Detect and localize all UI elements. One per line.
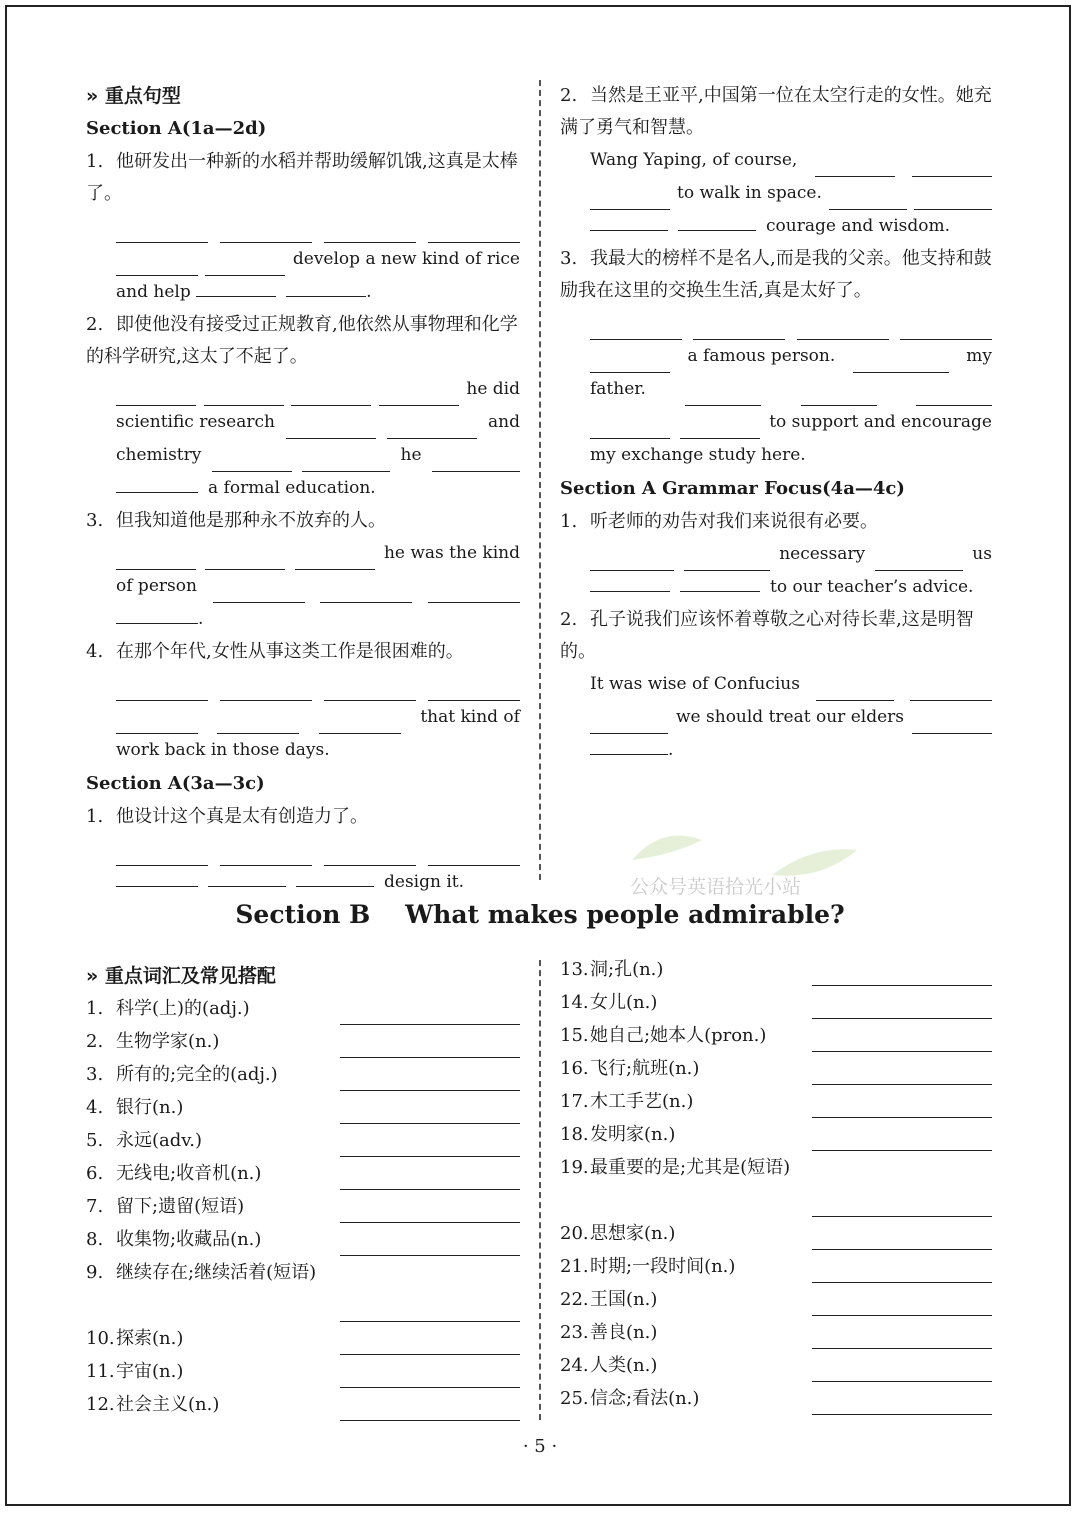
blank[interactable] (217, 713, 299, 734)
blank[interactable] (428, 582, 520, 603)
blank[interactable] (432, 451, 520, 472)
question (560, 80, 992, 144)
vocab-number: 21. (560, 1256, 589, 1277)
vocab-item (86, 1058, 520, 1091)
question-text: 即使他没有接受过正规教育,他依然从事物理和化学的科学研究,这太了不起了。 (86, 314, 518, 367)
vocab-prompt: 探索(n.) (116, 1328, 184, 1349)
blank[interactable] (319, 713, 401, 734)
vocab-item (560, 1382, 992, 1415)
vocab-prompt: 发明家(n.) (590, 1124, 676, 1145)
blank[interactable] (212, 451, 292, 472)
question-text: 他设计这个真是太有创造力了。 (116, 806, 368, 827)
question-number: 2. (86, 314, 104, 335)
vocab-prompt: 留下;遗留(短语) (116, 1196, 245, 1217)
vocab-item (560, 1085, 992, 1118)
question-number: 2. (560, 609, 578, 630)
vocab-answer-line (86, 1289, 520, 1322)
vocab-number: 13. (560, 959, 589, 980)
answer-text: my (966, 346, 992, 366)
blank[interactable] (379, 385, 459, 406)
answer-area (86, 833, 520, 899)
question (86, 636, 520, 668)
vocab-prompt: 她自己;她本人(pron.) (590, 1025, 767, 1046)
watermark-text: 公众号英语拾光小站 (630, 876, 802, 898)
vocab-prompt: 社会主义(n.) (116, 1394, 220, 1415)
vocab-answer-line (560, 1184, 992, 1217)
answer-text: courage and wisdom. (766, 216, 951, 236)
question-number: 3. (560, 248, 578, 269)
blank[interactable] (296, 866, 374, 887)
vocab-item (560, 953, 992, 986)
question-text: 但我知道他是那种永不放弃的人。 (116, 510, 386, 531)
vocab-number: 6. (86, 1163, 104, 1184)
answer-area (560, 538, 992, 604)
answer-text: of person (116, 576, 197, 596)
answer-blank[interactable] (340, 1233, 520, 1256)
blank[interactable] (590, 571, 670, 592)
blank[interactable] (428, 680, 520, 701)
answer-text: work back in those days. (116, 740, 330, 760)
blank[interactable] (205, 255, 285, 276)
blank[interactable] (678, 210, 756, 231)
blank[interactable] (590, 189, 670, 210)
vocab-item (560, 1019, 992, 1052)
blank[interactable] (220, 222, 312, 243)
blank[interactable] (205, 549, 285, 570)
answer-blank[interactable] (340, 1002, 520, 1025)
section-b-title-text: Section B What makes people admirable? (235, 900, 845, 929)
vocab-left-column (86, 960, 520, 1421)
answer-blank[interactable] (812, 1029, 992, 1052)
blank[interactable] (914, 189, 992, 210)
answer-text: a famous person. (687, 346, 836, 366)
vocab-prompt: 永远(adv.) (116, 1130, 203, 1151)
question-number: 3. (86, 510, 104, 531)
vocab-number: 7. (86, 1196, 104, 1217)
question-number: 4. (86, 641, 104, 662)
blank[interactable] (324, 680, 416, 701)
question (86, 146, 520, 210)
blank[interactable] (291, 385, 371, 406)
blank[interactable] (829, 189, 907, 210)
question-number: 1. (86, 806, 104, 827)
question-text: 在那个年代,女性从事这类工作是很困难的。 (116, 641, 464, 662)
answer-text: scientific research (116, 412, 275, 432)
answer-blank[interactable] (340, 1299, 520, 1322)
answer-area (560, 144, 992, 243)
vocab-number: 20. (560, 1223, 589, 1244)
period: . (198, 609, 204, 629)
answer-text: to support and encourage (769, 412, 992, 432)
vocab-item (86, 1388, 520, 1421)
vocab-prompt: 宇宙(n.) (116, 1361, 184, 1382)
blank[interactable] (797, 319, 889, 340)
question-number: 1. (86, 151, 104, 172)
vocab-item (86, 1190, 520, 1223)
blank[interactable] (116, 255, 198, 276)
column-divider-top (539, 80, 541, 880)
answer-blank[interactable] (812, 1359, 992, 1382)
blank[interactable] (196, 276, 276, 297)
blank[interactable] (910, 680, 992, 701)
answer-blank[interactable] (340, 1398, 520, 1421)
answer-text: and (488, 412, 520, 432)
answer-blank[interactable] (340, 1101, 520, 1124)
blank[interactable] (590, 734, 668, 755)
answer-text: he was the kind (383, 543, 520, 563)
vocab-item (86, 1124, 520, 1157)
answer-text: to our teacher’s advice. (770, 577, 974, 597)
question (86, 505, 520, 537)
blank[interactable] (801, 385, 877, 406)
question-text: 我最大的榜样不是名人,而是我的父亲。他支持和鼓励我在这里的交换生生活,真是太好了。 (560, 248, 992, 301)
answer-area (86, 210, 520, 309)
blank[interactable] (900, 319, 992, 340)
answer-area (560, 307, 992, 472)
blank[interactable] (387, 418, 477, 439)
vocab-number: 11. (86, 1361, 115, 1382)
question-number: 1. (560, 511, 578, 532)
answer-text: that kind of (420, 707, 520, 727)
answer-blank[interactable] (340, 1035, 520, 1058)
blank[interactable] (590, 550, 674, 571)
blank[interactable] (295, 549, 375, 570)
blank[interactable] (320, 582, 412, 603)
vocab-prompt: 善良(n.) (590, 1322, 658, 1343)
blank[interactable] (116, 222, 208, 243)
vocab-number: 17. (560, 1091, 589, 1112)
vocab-item (560, 1283, 992, 1316)
key-sentences-heading: » 重点句型 (86, 85, 181, 107)
answer-blank[interactable] (340, 1365, 520, 1388)
answer-text: It was wise of Confucius (590, 674, 800, 694)
vocab-item (560, 1217, 992, 1250)
blank[interactable] (853, 352, 949, 373)
answer-blank[interactable] (812, 1227, 992, 1250)
blank[interactable] (302, 451, 390, 472)
blank[interactable] (816, 680, 894, 701)
question (560, 506, 992, 538)
vocab-prompt: 时期;一段时间(n.) (590, 1256, 736, 1277)
blank[interactable] (324, 222, 416, 243)
answer-blank[interactable] (812, 1326, 992, 1349)
blank[interactable] (116, 713, 198, 734)
blank[interactable] (286, 276, 366, 297)
vocab-number: 9. (86, 1262, 104, 1283)
question (560, 604, 992, 668)
vocab-item (86, 1256, 520, 1289)
blank[interactable] (324, 845, 416, 866)
vocab-list-right (560, 953, 992, 1415)
answer-blank[interactable] (340, 1134, 520, 1157)
vocab-prompt: 收集物;收藏品(n.) (116, 1229, 262, 1250)
blank[interactable] (286, 418, 376, 439)
vocab-prompt: 银行(n.) (116, 1097, 184, 1118)
grammar-focus-title: Section A Grammar Focus(4a—4c) (560, 478, 905, 499)
vocab-number: 22. (560, 1289, 589, 1310)
blank[interactable] (590, 210, 668, 231)
vocab-number: 25. (560, 1388, 589, 1409)
vocab-prompt: 信念;看法(n.) (590, 1388, 700, 1409)
section-b-title (0, 900, 1080, 929)
vocab-number: 2. (86, 1031, 104, 1052)
answer-text: he (400, 445, 422, 465)
blank[interactable] (685, 385, 761, 406)
blank[interactable] (220, 680, 312, 701)
vocab-number: 12. (86, 1394, 115, 1415)
question-text: 听老师的劝告对我们来说很有必要。 (590, 511, 878, 532)
blank[interactable] (428, 222, 520, 243)
answer-blank[interactable] (812, 1293, 992, 1316)
answer-blank[interactable] (812, 1260, 992, 1283)
blank[interactable] (912, 713, 992, 734)
vocab-number: 18. (560, 1124, 589, 1145)
answer-blank[interactable] (340, 1332, 520, 1355)
blank[interactable] (590, 713, 668, 734)
vocab-item (86, 992, 520, 1025)
vocab-item (86, 1322, 520, 1355)
blank[interactable] (693, 319, 785, 340)
answer-text: and help (116, 282, 191, 302)
vocab-number: 15. (560, 1025, 589, 1046)
blank[interactable] (815, 156, 895, 177)
answer-text: chemistry (116, 445, 202, 465)
question-text: 当然是王亚平,中国第一位在太空行走的女性。她充满了勇气和智慧。 (560, 85, 992, 138)
question-text: 他研发出一种新的水稻并帮助缓解饥饿,这真是太棒了。 (86, 151, 518, 204)
vocab-prompt: 女儿(n.) (590, 992, 658, 1013)
vocab-number: 3. (86, 1064, 104, 1085)
vocab-prompt: 洞;孔(n.) (590, 959, 664, 980)
period: . (366, 282, 372, 302)
blank[interactable] (116, 549, 196, 570)
blank[interactable] (916, 385, 992, 406)
answer-text: Wang Yaping, of course, (590, 150, 798, 170)
answer-blank[interactable] (812, 996, 992, 1019)
answer-blank[interactable] (340, 1068, 520, 1091)
vocab-prompt: 木工手艺(n.) (590, 1091, 694, 1112)
vocab-item (560, 1349, 992, 1382)
vocab-number: 1. (86, 998, 104, 1019)
vocab-prompt: 无线电;收音机(n.) (116, 1163, 262, 1184)
vocab-number: 23. (560, 1322, 589, 1343)
question (86, 801, 520, 833)
answer-blank[interactable] (812, 1062, 992, 1085)
blank[interactable] (590, 319, 682, 340)
vocab-list-left (86, 992, 520, 1421)
vocab-item (86, 1025, 520, 1058)
vocab-item (560, 1250, 992, 1283)
blank[interactable] (428, 845, 520, 866)
question (560, 243, 992, 307)
blank[interactable] (213, 582, 305, 603)
answer-blank[interactable] (340, 1200, 520, 1223)
answer-area (86, 668, 520, 767)
page-number: · 5 · (522, 1436, 558, 1457)
blank[interactable] (684, 550, 770, 571)
vocab-item (560, 986, 992, 1019)
vocab-prompt: 人类(n.) (590, 1355, 658, 1376)
section-a-1a-2d-title: Section A(1a—2d) (86, 118, 267, 139)
answer-text: develop a new kind of rice (292, 249, 520, 269)
answer-blank[interactable] (812, 1392, 992, 1415)
answer-area (86, 373, 520, 505)
answer-blank[interactable] (812, 1095, 992, 1118)
blank[interactable] (116, 385, 196, 406)
question (86, 309, 520, 373)
vocab-prompt: 继续存在;继续活着(短语) (116, 1262, 317, 1283)
blank[interactable] (116, 845, 208, 866)
blank[interactable] (680, 571, 760, 592)
vocab-item (560, 1316, 992, 1349)
vocab-number: 14. (560, 992, 589, 1013)
blank[interactable] (116, 603, 198, 624)
answer-area (86, 537, 520, 636)
answer-blank[interactable] (812, 1194, 992, 1217)
answer-text: design it. (384, 872, 465, 892)
vocab-item (560, 1118, 992, 1151)
vocab-item (86, 1355, 520, 1388)
answer-text: he did (466, 379, 520, 399)
answer-text: us (972, 544, 992, 564)
period: . (668, 740, 674, 760)
vocab-right-column (560, 953, 992, 1415)
vocab-number: 4. (86, 1097, 104, 1118)
blank[interactable] (208, 866, 286, 887)
answer-text: to walk in space. (677, 183, 822, 203)
blank[interactable] (590, 418, 670, 439)
vocab-number: 8. (86, 1229, 104, 1250)
answer-blank[interactable] (812, 1128, 992, 1151)
vocab-prompt: 科学(上)的(adj.) (116, 998, 250, 1019)
answer-blank[interactable] (340, 1167, 520, 1190)
vocab-item (86, 1223, 520, 1256)
vocab-item (86, 1091, 520, 1124)
blank[interactable] (912, 156, 992, 177)
blank[interactable] (590, 352, 670, 373)
answer-text: a formal education. (208, 478, 376, 498)
blank[interactable] (116, 866, 198, 887)
answer-text: necessary (779, 544, 866, 564)
vocab-prompt: 最重要的是;尤其是(短语) (590, 1157, 791, 1178)
question-text: 孔子说我们应该怀着尊敬之心对待长辈,这是明智的。 (560, 609, 974, 662)
vocab-number: 10. (86, 1328, 115, 1349)
answer-text: my exchange study here. (590, 445, 806, 465)
vocab-number: 16. (560, 1058, 589, 1079)
vocab-number: 5. (86, 1130, 104, 1151)
vocab-item (86, 1157, 520, 1190)
vocab-item (560, 1151, 992, 1184)
blank[interactable] (875, 550, 963, 571)
answer-text: father. (590, 379, 646, 399)
blank[interactable] (204, 385, 284, 406)
vocab-prompt: 王国(n.) (590, 1289, 658, 1310)
vocab-prompt: 思想家(n.) (590, 1223, 676, 1244)
vocab-prompt: 生物学家(n.) (116, 1031, 220, 1052)
blank[interactable] (220, 845, 312, 866)
vocab-number: 24. (560, 1355, 589, 1376)
blank[interactable] (116, 472, 198, 493)
answer-area (560, 668, 992, 767)
blank[interactable] (116, 680, 208, 701)
vocab-prompt: 所有的;完全的(adj.) (116, 1064, 278, 1085)
vocab-number: 19. (560, 1157, 589, 1178)
vocab-prompt: 飞行;航班(n.) (590, 1058, 700, 1079)
section-a-3a-3c-title: Section A(3a—3c) (86, 773, 265, 794)
answer-text: we should treat our elders (676, 707, 904, 727)
question-number: 2. (560, 85, 578, 106)
left-column (86, 80, 520, 899)
blank[interactable] (680, 418, 760, 439)
vocab-item (560, 1052, 992, 1085)
column-divider-bottom (539, 960, 541, 1420)
answer-blank[interactable] (812, 963, 992, 986)
right-column (560, 80, 992, 767)
key-vocab-heading: » 重点词汇及常见搭配 (86, 965, 276, 987)
